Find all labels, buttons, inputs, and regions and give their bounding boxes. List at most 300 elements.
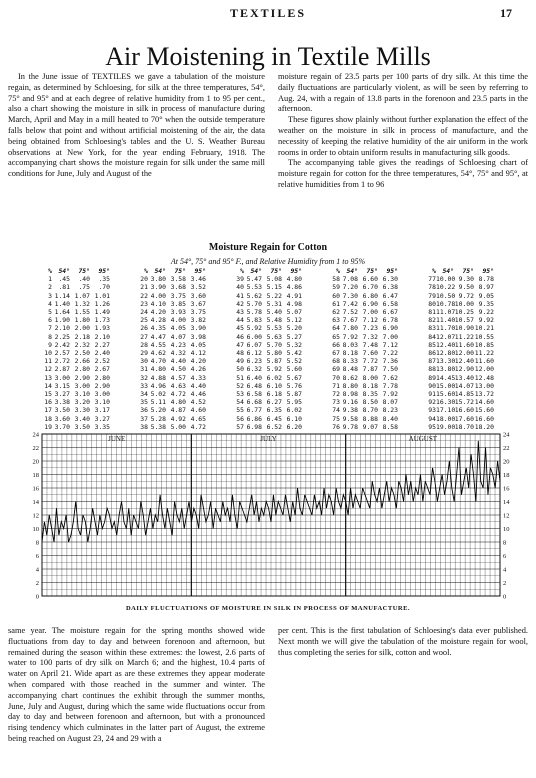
table-cell: 6.90 [382,324,398,333]
table-cell: 6.86 [246,414,262,423]
table-cell: 5.08 [266,275,282,284]
table-cell: 9.07 [362,422,378,431]
table-cell: 4.52 [190,398,206,407]
table-header-cell: 95° [290,267,302,275]
table-cell: 2.50 [74,349,90,358]
table-cell: 4.91 [286,291,302,300]
table-cell: 15.00 [436,381,456,390]
table-cell: 5.78 [246,308,262,317]
table-row [328,283,398,291]
table-cell: 77 [428,275,436,284]
table-cell: 5.53 [266,324,282,333]
table-cell: 6.80 [362,291,378,300]
table-header-cell: 95° [482,267,494,275]
table-cell: 9.16 [342,398,358,407]
table-row [136,357,206,365]
chart-y-tick-label: 18 [32,472,39,479]
table-cell: 3.60 [54,414,70,423]
chart-y-tick-label: 8 [503,539,507,547]
table-row [328,374,398,382]
table-cell: 4.23 [170,340,186,349]
table-cell: 12.00 [454,349,474,358]
table-cell: 4.12 [190,349,206,358]
table-cell: 8.80 [342,381,358,390]
table-cell: 8.23 [382,406,398,415]
table-cell: 52 [236,381,244,390]
table-cell: 6.35 [266,406,282,415]
table-cell: 5.67 [286,373,302,382]
table-cell: 4.00 [170,316,186,325]
table-cell: 13.40 [454,373,474,382]
table-cell: 18.70 [454,422,474,431]
table-cell: 1.07 [74,291,90,300]
chart-y-tick-label: 2 [503,580,507,587]
chart-y-tick-label: 10 [32,526,39,533]
chart-y-tick-label: 18 [503,472,510,479]
table-row [424,292,494,300]
table-cell: 2.42 [54,340,70,349]
table-cell: 7.80 [342,324,358,333]
table-cell: 6.20 [286,422,302,431]
table-cell: 4.40 [190,381,206,390]
table-cell: 51 [236,373,244,382]
table-row [40,283,110,291]
table-cell: 80 [428,299,436,308]
table-cell: 74 [332,406,340,415]
table-cell: 5.02 [150,390,166,399]
table-row [232,300,302,308]
table-row [232,374,302,382]
table-cell: 5.63 [266,332,282,341]
table-header-row [232,267,302,275]
table-column [232,267,302,431]
table-cell: 4.47 [150,332,166,341]
table-cell: 82 [428,316,436,325]
table-cell: 20 [140,275,148,284]
table-column [136,267,206,431]
table-header-cell: 95° [386,267,398,275]
table-row [232,398,302,406]
table-cell: 2.57 [54,349,70,358]
table-cell: 55 [236,406,244,415]
table-cell: 4.57 [170,373,186,382]
article-column-2 [278,72,528,191]
table-cell: 4.05 [190,340,206,349]
table-cell: 3.90 [150,283,166,292]
table-cell: 2.80 [94,373,110,382]
table-cell: 68 [332,357,340,366]
chart-y-tick-label: 24 [32,431,39,439]
table-cell: 5.70 [266,340,282,349]
table-row [40,406,110,414]
table-cell: 4.40 [170,357,186,366]
table-cell: 4 [48,299,52,308]
table-cell: 6.23 [246,357,262,366]
table-cell: 9.38 [342,406,358,415]
table-row [40,374,110,382]
table-cell: 92 [428,398,436,407]
table-cell: 6.68 [246,398,262,407]
table-cell: 3.60 [190,291,206,300]
column-1-paragraph: In the June issue of TEXTILES we gave a tabulation of the moisture regain, as determined by Schloesing, for silk at the three temperatures, 54°, 75° and 95° and at each degree of relative humidity from 1 to 95 per cent., also a chart showing the moisture in silk in process of manufacture during March, April and May in a mill heated to 70° when the outside temperature falls below that point and without artificial moistening of the air, the data being obtained from Schloesing's tables and the U. S. Weather Bureau observations at New York, for the year ending February, 1918. The accompanying chart shows the moisture regain for silk under the same mill conditions for June, July and August of the [8,72,265,179]
table-row [136,341,206,349]
table-cell: 5.92 [266,365,282,374]
table-cell: 49 [236,357,244,366]
table-cell: 3.27 [94,414,110,423]
table-cell: 1.26 [94,299,110,308]
table-cell: 6.47 [382,291,398,300]
table-cell: 11.40 [436,316,456,325]
table-cell: 7.36 [382,357,398,366]
table-cell: 61 [332,299,340,308]
table-cell: 2.87 [54,365,70,374]
table-cell: 9.35 [478,299,494,308]
table-row [40,292,110,300]
table-cell: 3.52 [190,283,206,292]
table-cell: 79 [428,291,436,300]
table-cell: 75 [332,414,340,423]
table-cell: 3.10 [74,390,90,399]
table-cell: 4.80 [170,398,186,407]
table-cell: 6.27 [266,398,282,407]
table-cell: 4.35 [150,324,166,333]
table-cell: 5.20 [150,406,166,415]
table-row [232,333,302,341]
table-cell: 2.72 [54,357,70,366]
table-cell: 12 [44,365,52,374]
table-cell: 65 [332,332,340,341]
table-cell: 30 [140,357,148,366]
table-cell: 14.07 [454,381,474,390]
table-cell: 18 [44,414,52,423]
table-row [40,300,110,308]
table-cell: 29 [140,349,148,358]
table-header-cell: 75° [78,267,90,275]
table-cell: 76 [332,422,340,431]
table-cell: 1.14 [54,291,70,300]
table-cell: 2.27 [94,340,110,349]
chart-month-label: JULY [260,435,277,443]
table-cell: 11.22 [474,349,494,358]
table-row [328,324,398,332]
table-row [136,324,206,332]
table-cell: 4.33 [190,373,206,382]
column-3-paragraph: same year. The moisture regain for the spring months showed wide fluctuations from day to day and between forenoon and afternoon, but remained during the season within these extremes: the lowest, 2.6 parts of water to 100 parts of dry silk on March 6; and the highest, 10.4 parts of water on April 21. Wide apart as are these extremes they appear moderate when compared with those reached in the summer and winter. The accompanying chart continues the exhibit through the summer months, June, July and August, during which the same wide fluctuations occur from day to day and between forenoon and afternoon, but with a pronounced rising tendency which culminates in the latter part of August, the extreme being reached on August 23, 24 and 29 with a [8,626,265,743]
table-header-row [424,267,494,275]
table-cell: 1.40 [54,299,70,308]
table-cell: 2 [48,283,52,292]
table-row [328,292,398,300]
table-row [136,300,206,308]
article-column-1 [8,72,265,180]
table-cell: 41 [236,291,244,300]
table-cell: 6.10 [286,414,302,423]
table-cell: 6.40 [246,373,262,382]
table-cell: 14.85 [454,390,474,399]
table-cell: 7 [48,324,52,333]
table-row [232,390,302,398]
table-cell: 7.12 [382,340,398,349]
table-cell: .35 [98,275,110,284]
table-cell: 7.00 [362,308,378,317]
table-cell: 3.70 [54,422,70,431]
table-cell: 45 [236,324,244,333]
table-row [424,341,494,349]
chart-y-tick-label: 20 [503,458,510,466]
table-cell: 4.55 [150,340,166,349]
table-row [232,365,302,373]
table-cell: 2.25 [54,332,70,341]
table-cell: 7.20 [342,283,358,292]
table-cell: 9.05 [478,291,494,300]
table-header-row [40,267,110,275]
table-cell: 2.32 [74,340,90,349]
table-cell: 4.62 [150,349,166,358]
table-cell: 2.52 [94,357,110,366]
table-cell: 4.07 [170,332,186,341]
table-cell: 32 [140,373,148,382]
table-cell: 53 [236,390,244,399]
table-cell: 71 [332,381,340,390]
table-cell: 24 [140,308,148,317]
table-cell: 62 [332,308,340,317]
table-cell: 70 [332,373,340,382]
table-cell: 47 [236,340,244,349]
table-row [40,398,110,406]
table-cell: 26 [140,324,148,333]
table-cell: .75 [78,283,90,292]
table-cell: 3.20 [74,398,90,407]
table-cell: 40 [236,283,244,292]
table-cell: .70 [98,283,110,292]
table-row [424,365,494,373]
table-cell: 3.80 [150,275,166,284]
table-cell: 28 [140,340,148,349]
chart-y-tick-label: 16 [32,485,39,493]
table-cell: 5.11 [150,398,166,407]
table-cell: 4.32 [170,349,186,358]
table-cell: 10.25 [454,308,474,317]
table-cell: 7.87 [362,365,378,374]
table-cell: 44 [236,316,244,325]
table-cell: 10.22 [436,283,456,292]
table-cell: 72 [332,390,340,399]
table-cell: 4.87 [170,406,186,415]
table-cell: 4.98 [286,299,302,308]
table-cell: 7.22 [382,349,398,358]
table-row [136,365,206,373]
table-cell: 1.32 [74,299,90,308]
column-2-paragraph-3: The accompanying table gives the readings of Schloesing chart of moisture regain for cotton for the three temperatures, 54°, 75° and 95°, at relative humidities from 1 to 96 [278,158,528,189]
table-cell: 95 [428,422,436,431]
table-row [424,275,494,283]
column-2-paragraph-2: These figures show plainly without further explanation the effect of the weather on the moisture in silk in process of manufacture, and the necessity of keeping the relative humidity of the air uniform in the work rooms in order to obtain uniform results in manufacturing silk goods. [278,115,528,157]
table-cell: 3.93 [170,308,186,317]
table-cell: 5.12 [286,316,302,325]
chart-y-tick-label: 14 [32,499,39,506]
table-row [136,382,206,390]
table-cell: 8.98 [342,390,358,399]
table-row [232,349,302,357]
table-cell: 38 [140,422,148,431]
table-cell: 10.55 [474,332,494,341]
table-cell: 8.48 [342,365,358,374]
table-cell: 2.40 [94,349,110,358]
table-row [328,333,398,341]
table-row [232,324,302,332]
table-cell: 18.20 [474,422,494,431]
table-cell: 3.68 [170,283,186,292]
table-cell: 54 [236,398,244,407]
table-cell: 81 [428,308,436,317]
table-cell: 8.70 [362,406,378,415]
table-cell: 4.65 [190,414,206,423]
table-row [232,406,302,414]
table-cell: 4.63 [170,381,186,390]
table-cell: 7.52 [342,308,358,317]
table-row [136,333,206,341]
table-cell: 5.40 [266,308,282,317]
table-cell: 14.60 [474,398,494,407]
table-cell: 11.70 [436,324,456,333]
article-column-3 [8,626,265,745]
table-cell: 9.22 [478,308,494,317]
table-row [328,300,398,308]
table-cell: 9.30 [458,275,474,284]
table-row [424,308,494,316]
table-cell: 17.10 [436,406,456,415]
table-cell: 7.48 [362,340,378,349]
table-cell: 5.60 [286,365,302,374]
table-cell: 9 [48,340,52,349]
table-cell: 8.58 [382,422,398,431]
table-row [136,415,206,423]
chart-y-tick-label: 4 [503,566,507,574]
table-cell: 5.52 [286,357,302,366]
table-cell: 58 [332,275,340,284]
table-cell: 2.00 [74,324,90,333]
table-cell: 6.45 [266,414,282,423]
table-cell: 8.78 [478,275,494,284]
table-cell: 1.93 [94,324,110,333]
table-cell: 15 [44,390,52,399]
table-cell: 5.80 [266,349,282,358]
table-header-row [136,267,206,275]
chart-y-tick-label: 20 [32,458,39,466]
table-header-cell: 75° [462,267,474,275]
chart-y-tick-label: 14 [503,499,510,506]
table-cell: 94 [428,414,436,423]
table-cell: 1.49 [94,308,110,317]
table-cell: 7.08 [342,275,358,284]
table-cell: 3.00 [94,390,110,399]
table-cell: 5.48 [266,316,282,325]
table-row [328,308,398,316]
table-cell: 16.60 [454,406,474,415]
table-row [232,316,302,324]
table-cell: 6.02 [266,373,282,382]
table-cell: 5.76 [286,381,302,390]
table-cell: 4.10 [150,299,166,308]
table-cell: 10.90 [454,324,474,333]
table-cell: 7.23 [362,324,378,333]
chart-y-tick-label: 10 [503,526,510,533]
table-row [136,308,206,316]
table-row [424,398,494,406]
table-cell: 42 [236,299,244,308]
table-cell: 3.58 [170,275,186,284]
table-cell: 11.60 [474,357,494,366]
table-cell: 4.46 [190,390,206,399]
table-column [40,267,110,431]
table-cell: 10.00 [454,299,474,308]
table-cell: 3.35 [94,422,110,431]
table-row [136,374,206,382]
chart-y-tick-label: 4 [35,566,39,574]
table-header-cell: 54° [154,267,166,275]
table-cell: 3.50 [54,406,70,415]
table-cell: 7.00 [382,332,398,341]
table-cell: 1.01 [94,291,110,300]
table-header-row [328,267,398,275]
table-header-cell: % [336,267,340,275]
table-cell: 6.02 [286,406,302,415]
table-row [136,390,206,398]
table-cell: 8.00 [362,373,378,382]
table-cell: 48 [236,349,244,358]
column-4-paragraph: per cent. This is the first tabulation of Schloesing's data ever published. Next month we will give the tabulation of the moisture regain for wool, thus completing the series for silk, cotton and wool. [278,626,528,657]
table-cell: 12.80 [436,349,456,358]
table-cell: 5.42 [286,349,302,358]
table-row [424,349,494,357]
table-cell: 6.32 [246,365,262,374]
table-row [136,275,206,283]
table-row [328,415,398,423]
table-cell: 5.28 [150,414,166,423]
table-cell: 5.27 [286,332,302,341]
table-cell: 10.50 [436,291,456,300]
table-cell: 56 [236,414,244,423]
table-row [328,382,398,390]
table-cell: 12.40 [454,357,474,366]
table-cell: 7.67 [342,316,358,325]
table-cell: 2.80 [74,365,90,374]
table-cell: 8.35 [362,390,378,399]
table-cell: 12.48 [474,373,494,382]
table-cell: 85 [428,340,436,349]
table-row [40,357,110,365]
table-row [424,357,494,365]
table-cell: 5.83 [246,316,262,325]
table-cell: 3.50 [74,422,90,431]
table-cell: 93 [428,406,436,415]
table-cell: 6.67 [382,308,398,317]
table-cell: 4.20 [190,357,206,366]
table-row [424,406,494,414]
table-cell: 8.88 [362,414,378,423]
table-cell: 3.46 [190,275,206,284]
table-cell: 8.33 [342,357,358,366]
table-row [328,390,398,398]
table-cell: 21 [140,283,148,292]
table-cell: 23 [140,299,148,308]
table-cell: 84 [428,332,436,341]
table-cell: 2.67 [94,365,110,374]
table-cell: 5.62 [246,291,262,300]
table-cell: 10 [44,349,52,358]
table-cell: 46 [236,332,244,341]
table-cell: 8.62 [342,373,358,382]
